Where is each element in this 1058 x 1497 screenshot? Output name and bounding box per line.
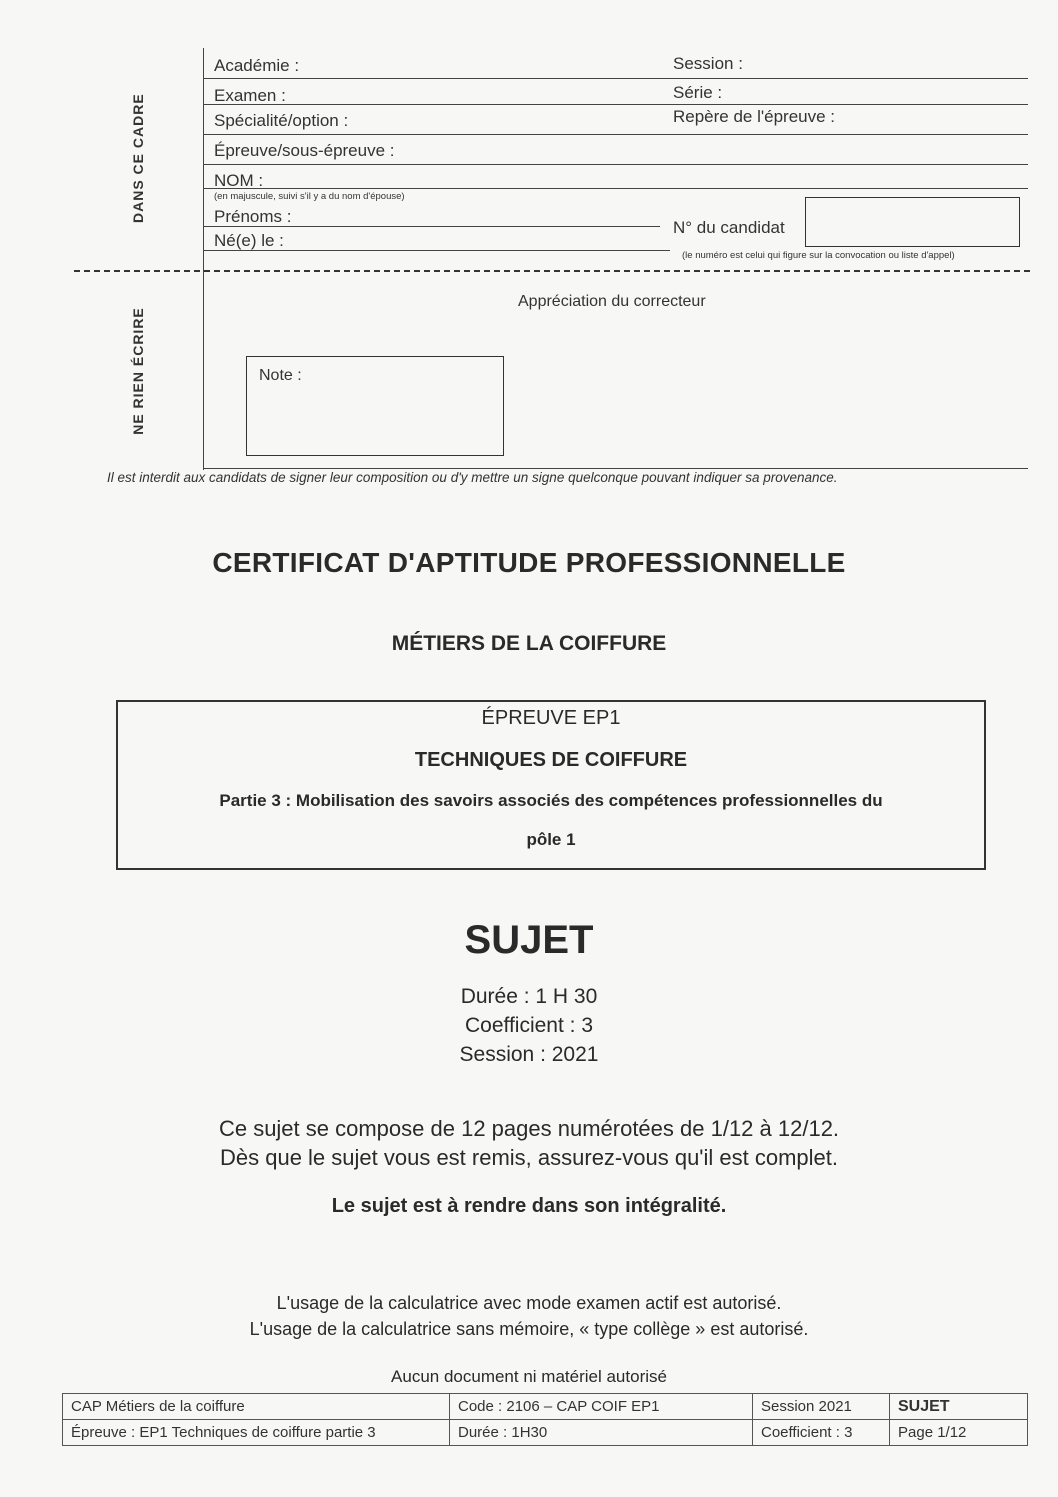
- document-title: CERTIFICAT D'APTITUDE PROFESSIONNELLE: [212, 547, 846, 578]
- sujet-title: SUJET: [464, 918, 594, 962]
- specialite-label: Spécialité/option :: [214, 111, 349, 130]
- footer-duree: Durée : 1H30: [450, 1420, 753, 1446]
- instruction-complet: Dès que le sujet vous est remis, assurez-vous qu'il est complet.: [219, 1145, 839, 1170]
- coefficient: Coefficient : 3: [464, 1014, 594, 1037]
- instruction-integralite: Le sujet est à rendre dans son intégralité.: [331, 1195, 727, 1217]
- footer-session: Session 2021: [753, 1394, 890, 1420]
- form-rule: [204, 226, 660, 227]
- form-rule: [204, 250, 670, 251]
- epreuve-partie-cont: pôle 1: [526, 830, 576, 849]
- epreuve-sous-epreuve-label: Épreuve/sous-épreuve :: [214, 141, 395, 160]
- form-bottom-rule: [204, 468, 1028, 469]
- footer-page: Page 1/12: [890, 1420, 1028, 1446]
- form-rule: [204, 104, 1028, 105]
- anonymity-warning: Il est interdit aux candidats de signer leur composition ou d'y mettre un signe quelconque pouvant indiquer sa provenance.: [107, 470, 838, 485]
- ne-le-label: Né(e) le :: [214, 231, 284, 250]
- form-left-border: [203, 48, 204, 470]
- academie-label: Académie :: [214, 56, 300, 75]
- instruction-pages: Ce sujet se compose de 12 pages numérotées de 1/12 à 12/12.: [218, 1116, 840, 1141]
- note-label: Note :: [259, 367, 302, 384]
- nom-note: (en majuscule, suivi s'il y a du nom d'épouse): [214, 191, 405, 202]
- footer-cap: CAP Métiers de la coiffure: [63, 1394, 450, 1420]
- nom-label: NOM :: [214, 171, 264, 190]
- candidat-note: (le numéro est celui qui figure sur la convocation ou liste d'appel): [682, 250, 955, 261]
- side-label-dans-ce-cadre: DANS CE CADRE: [130, 93, 146, 223]
- note-box[interactable]: [246, 356, 504, 456]
- form-rule: [204, 188, 1028, 189]
- footer-coefficient: Coefficient : 3: [753, 1420, 890, 1446]
- prenoms-label: Prénoms :: [214, 207, 292, 226]
- form-rule: [204, 164, 1028, 165]
- footer-code: Code : 2106 – CAP COIF EP1: [450, 1394, 753, 1420]
- document-subtitle: MÉTIERS DE LA COIFFURE: [391, 632, 667, 655]
- examen-label: Examen :: [214, 86, 286, 105]
- footer-row: [63, 1420, 1028, 1446]
- form-rule: [204, 134, 1028, 135]
- form-rule: [204, 78, 1028, 79]
- calculatrice-examen: L'usage de la calculatrice avec mode examen actif est autorisé.: [276, 1293, 782, 1313]
- candidat-label: N° du candidat: [673, 218, 785, 237]
- footer-table: [62, 1393, 1028, 1446]
- footer-epreuve: Épreuve : EP1 Techniques de coiffure partie 3: [63, 1420, 450, 1446]
- candidat-number-box[interactable]: [805, 197, 1020, 247]
- side-label-ne-rien-ecrire: NE RIEN ÉCRIRE: [130, 307, 146, 435]
- serie-label: Série :: [673, 83, 723, 102]
- duree: Durée : 1 H 30: [460, 985, 598, 1008]
- epreuve-partie: Partie 3 : Mobilisation des savoirs associés des compétences professionnelles du: [219, 791, 883, 810]
- epreuve-box: [116, 700, 986, 870]
- epreuve-name: TECHNIQUES DE COIFFURE: [414, 749, 688, 771]
- footer-sujet: SUJET: [890, 1394, 1028, 1420]
- calculatrice-college: L'usage de la calculatrice sans mémoire, « type collège » est autorisé.: [249, 1319, 809, 1339]
- aucun-document: Aucun document ni matériel autorisé: [391, 1367, 667, 1386]
- repere-label: Repère de l'épreuve :: [673, 107, 836, 126]
- footer-row: [63, 1394, 1028, 1420]
- appreciation-label: Appréciation du correcteur: [518, 293, 706, 310]
- session: Session : 2021: [459, 1043, 599, 1066]
- epreuve-code: ÉPREUVE EP1: [481, 707, 621, 729]
- dashed-separator: [74, 270, 1030, 272]
- session-label: Session :: [673, 54, 743, 73]
